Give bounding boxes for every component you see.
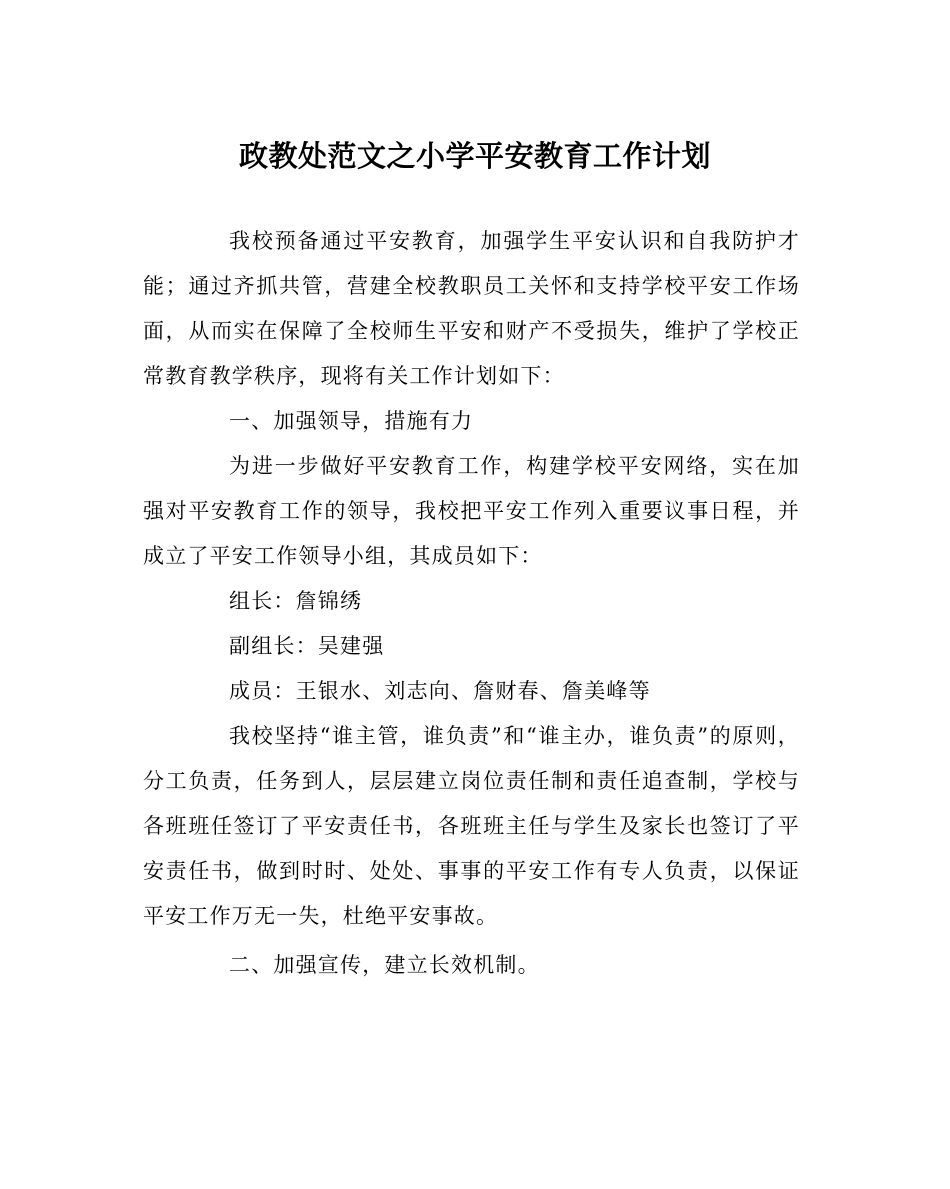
- paragraph-responsibility: 我校坚持“谁主管，谁负责”和“谁主办，谁负责”的原则，分工负责，任务到人，层层建立岗位责任制和责任追查制，学校与各班班任签订了平安责任书，各班班主任与学生及家长也签订了平安责任书，做到时时、处处、事事的平安工作有专人负责，以保证平安工作万无一失，杜绝平安事故。: [143, 724, 800, 928]
- intro-paragraph: 我校预备通过平安教育，加强学生平安认识和自我防护才能；通过齐抓共管，营建全校教职员工关怀和支持学校平安工作场面，从而实在保障了全校师生平安和财产不受损失，维护了学校正常教育教学秩序，现将有关工作计划如下：: [143, 229, 800, 388]
- document-title: 政教处范文之小学平安教育工作计划: [238, 139, 711, 173]
- deputy-leader-line: 副组长：吴建强: [229, 634, 385, 658]
- section-heading-2: 二、加强宣传，建立长效机制。: [229, 953, 540, 977]
- document-body: [143, 219, 800, 988]
- members-line: 成员：王银水、刘志向、詹财春、詹美峰等: [229, 679, 651, 703]
- section-heading-1: 一、加强领导，措施有力: [229, 409, 474, 433]
- paragraph-leadership: 为进一步做好平安教育工作，构建学校平安网络，实在加强对平安教育工作的领导，我校把平安工作列入重要议事日程，并成立了平安工作领导小组，其成员如下：: [143, 454, 800, 568]
- leader-line: 组长：詹锦绣: [229, 589, 363, 613]
